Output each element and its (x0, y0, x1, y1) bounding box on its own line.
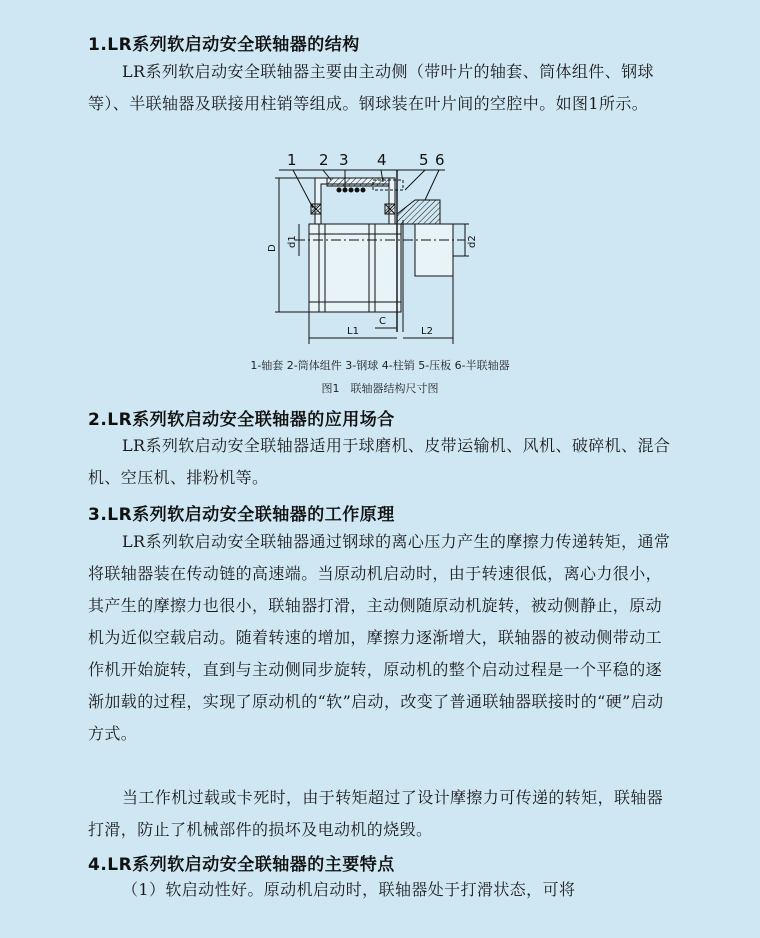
section-4-heading: 4.LR系列软启动安全联轴器的主要特点 (88, 855, 395, 875)
dim-label-d2: d2 (467, 235, 478, 248)
dim-label-d1: d1 (287, 235, 298, 248)
section-2-paragraph: LR系列软启动安全联轴器适用于球磨机、皮带运输机、风机、破碎机、混合机、空压机、排粉机等。 (88, 436, 671, 487)
dim-label-D: D (267, 244, 278, 252)
part-number-4: 4 (377, 151, 387, 169)
section-3-heading: 3.LR系列软启动安全联轴器的工作原理 (88, 505, 395, 525)
section-1-paragraph: LR系列软启动安全联轴器主要由主动侧（带叶片的轴套、筒体组件、钢球等）、半联轴器及联接用柱销等组成。钢球装在叶片间的空腔中。如图1所示。 (88, 62, 654, 113)
coupling-structure-diagram (265, 150, 485, 350)
dim-label-C: C (379, 316, 386, 327)
part-number-6: 6 (435, 151, 445, 169)
part-number-2: 2 (319, 151, 329, 169)
part-number-1: 1 (287, 151, 297, 169)
figure-caption: 图1 联轴器结构尺寸图 (321, 382, 439, 395)
dim-label-L2: L2 (421, 326, 433, 337)
figure-parts-legend: 1-轴套 2-筒体组件 3-钢球 4-柱销 5-压板 6-半联轴器 (250, 359, 510, 372)
section-2-heading: 2.LR系列软启动安全联轴器的应用场合 (88, 410, 395, 430)
section-3-paragraph-2: 当工作机过载或卡死时，由于转矩超过了设计摩擦力可传递的转矩，联轴器打滑，防止了机械部件的损坏及电动机的烧毁。 (88, 788, 664, 839)
part-number-5: 5 (419, 151, 429, 169)
section-4-paragraph: （1）软启动性好。原动机启动时，联轴器处于打滑状态，可将 (122, 880, 576, 899)
dim-label-L1: L1 (347, 326, 359, 337)
section-1-heading: 1.LR系列软启动安全联轴器的结构 (88, 35, 360, 55)
section-3-paragraph-1: LR系列软启动安全联轴器通过钢球的离心压力产生的摩擦力传递转矩，通常将联轴器装在传动链的高速端。当原动机启动时，由于转速很低，离心力很小，其产生的摩擦力也很小，联轴器打滑，主动侧随原动机旋转，被动侧静止，原动机为近似空载启动。随着转速的增加，摩擦力逐渐增大，联轴器的被动侧带动工作机开始旋转，直到与主动侧同步旋转，原动机的整个启动过程是一个平稳的逐渐加载的过程，实现了原动机的“软”启动，改变了普通联轴器联接时的“硬”启动方式。 (88, 532, 671, 743)
part-number-3: 3 (339, 151, 349, 169)
